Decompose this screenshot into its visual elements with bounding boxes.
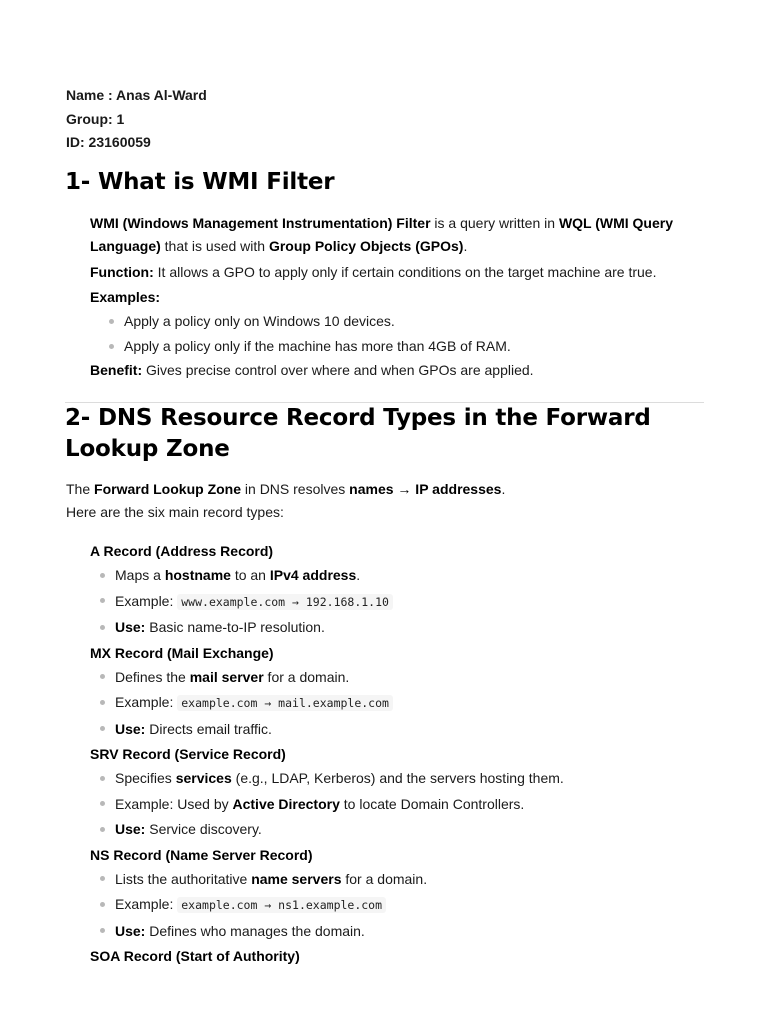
list-item: Defines the mail server for a domain. — [115, 665, 710, 691]
list-item: Apply a policy only if the machine has more than 4GB of RAM. — [124, 334, 710, 359]
list-item: Apply a policy only on Windows 10 devices. — [124, 309, 710, 334]
a-record-list — [115, 563, 710, 641]
list-item: Example: example.com → ns1.example.com — [115, 892, 710, 919]
student-info — [66, 84, 207, 155]
section-1-body — [90, 212, 710, 382]
list-item: Example: Used by Active Directory to locate Domain Controllers. — [115, 792, 710, 818]
student-name: Name : Anas Al-Ward — [66, 87, 207, 103]
student-group: Group: 1 — [66, 110, 125, 127]
soa-record-title: SOA Record (Start of Authority) — [90, 948, 300, 964]
student-id: ID: 23160059 — [66, 134, 151, 150]
wmi-examples-list — [124, 309, 710, 359]
wmi-definition: WMI (Windows Management Instrumentation) Filter is a query written in WQL (WMI Query Language) that is used with Group Policy Objects (GPOs). — [90, 215, 674, 254]
list-item: Use: Directs email traffic. — [115, 717, 710, 743]
ns-record-list — [115, 867, 710, 945]
section-2-heading: 2- DNS Resource Record Types in the Forward Lookup Zone — [65, 405, 651, 462]
mx-record-list — [115, 665, 710, 743]
list-item: Example: example.com → mail.example.com — [115, 690, 710, 717]
record-types — [90, 539, 710, 968]
list-item: Lists the authoritative name servers for a domain. — [115, 867, 710, 893]
ns-record-title: NS Record (Name Server Record) — [90, 846, 313, 863]
a-record-title: A Record (Address Record) — [90, 543, 274, 559]
list-item: Example: www.example.com → 192.168.1.10 — [115, 589, 710, 616]
section-2-intro: The Forward Lookup Zone in DNS resolves names → IP addresses. Here are the six main record types: — [66, 481, 506, 520]
code-snippet: www.example.com → 192.168.1.10 — [177, 594, 393, 610]
list-item: Specifies services (e.g., LDAP, Kerberos) and the servers hosting them. — [115, 766, 710, 792]
srv-record-list — [115, 766, 710, 843]
srv-record-title: SRV Record (Service Record) — [90, 746, 286, 762]
mx-record-title: MX Record (Mail Exchange) — [90, 644, 274, 661]
code-snippet: example.com → ns1.example.com — [177, 897, 386, 913]
wmi-function: Function: It allows a GPO to apply only if certain conditions on the target machine are true. — [90, 263, 657, 280]
wql-term: WQL (WMI Query Language) — [90, 215, 674, 254]
examples-label: Examples: — [90, 289, 161, 305]
section-1-heading: 1- What is WMI Filter — [65, 169, 335, 195]
function-label: Function: — [90, 263, 154, 280]
benefit-label: Benefit: — [90, 362, 143, 378]
code-snippet: example.com → mail.example.com — [177, 695, 393, 711]
wmi-term: WMI (Windows Management Instrumentation) Filter — [90, 215, 431, 231]
wmi-benefit: Benefit: Gives precise control over where and when GPOs are applied. — [90, 362, 534, 378]
list-item: Use: Basic name-to-IP resolution. — [115, 615, 710, 641]
list-item: Use: Defines who manages the domain. — [115, 919, 710, 945]
list-item: Use: Service discovery. — [115, 817, 710, 843]
list-item: Maps a hostname to an IPv4 address. — [115, 563, 710, 589]
gpo-term: Group Policy Objects (GPOs) — [268, 238, 464, 254]
